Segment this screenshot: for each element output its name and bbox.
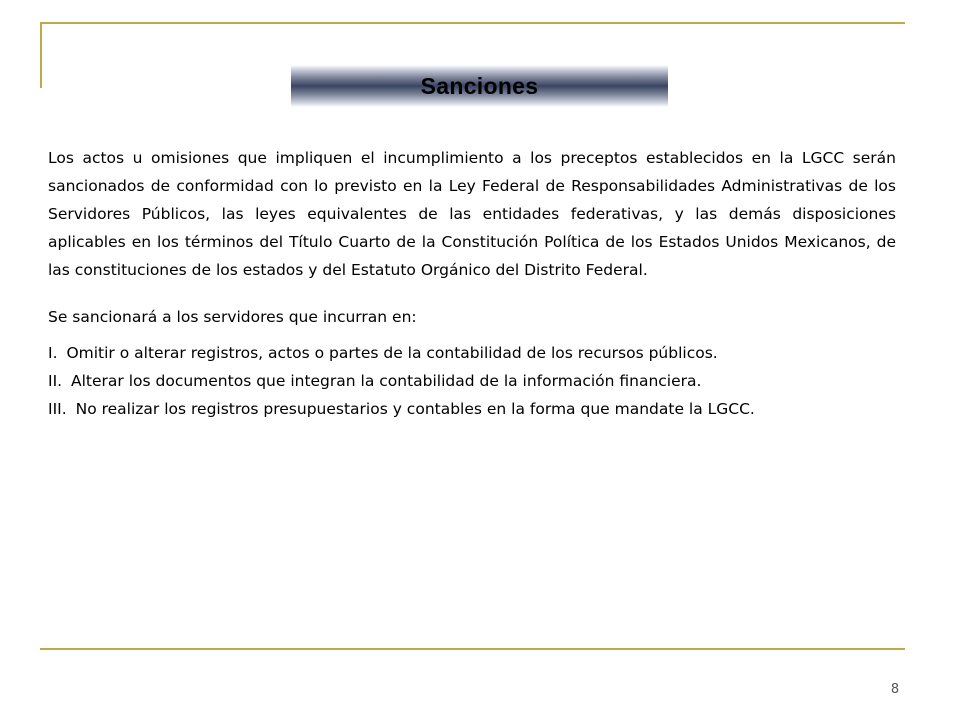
list-intro: Se sancionará a los servidores que incurran en: [48,308,417,326]
list-item-number: III. [48,400,67,418]
list-item-text: No realizar los registros presupuestarios y contables en la forma que mandate la LGCC. [75,400,755,418]
title-banner [291,65,668,107]
list-item [48,339,896,367]
frame-top-line [40,22,905,24]
list-item-text: Alterar los documentos que integran la contabilidad de la información financiera. [71,372,702,390]
page-title: Sanciones [420,72,539,99]
list-item [48,367,896,395]
frame-left-line [40,22,42,88]
frame-bottom-line [40,648,905,650]
page-number: 8 [890,682,900,697]
list-item-text: Omitir o alterar registros, actos o partes de la contabilidad de los recursos públicos. [66,344,718,362]
sanctions-list [48,339,896,423]
list-item-number: II. [48,372,63,390]
slide-content [48,144,896,423]
body-paragraph: Los actos u omisiones que impliquen el incumplimiento a los preceptos establecidos en la LGCC serán sancionados de conformidad con lo previsto en la Ley Federal de Responsabilidades Administrativas de los Servidores Públicos, las leyes equivalentes de las entidades federativas, y las demás disposiciones aplicables en los términos del Título Cuarto de la Constitución Política de los Estados Unidos Mexicanos, de las constituciones de los estados y del Estatuto Orgánico del Distrito Federal. [48,149,896,279]
list-item-number: I. [48,344,58,362]
list-item [48,395,896,423]
